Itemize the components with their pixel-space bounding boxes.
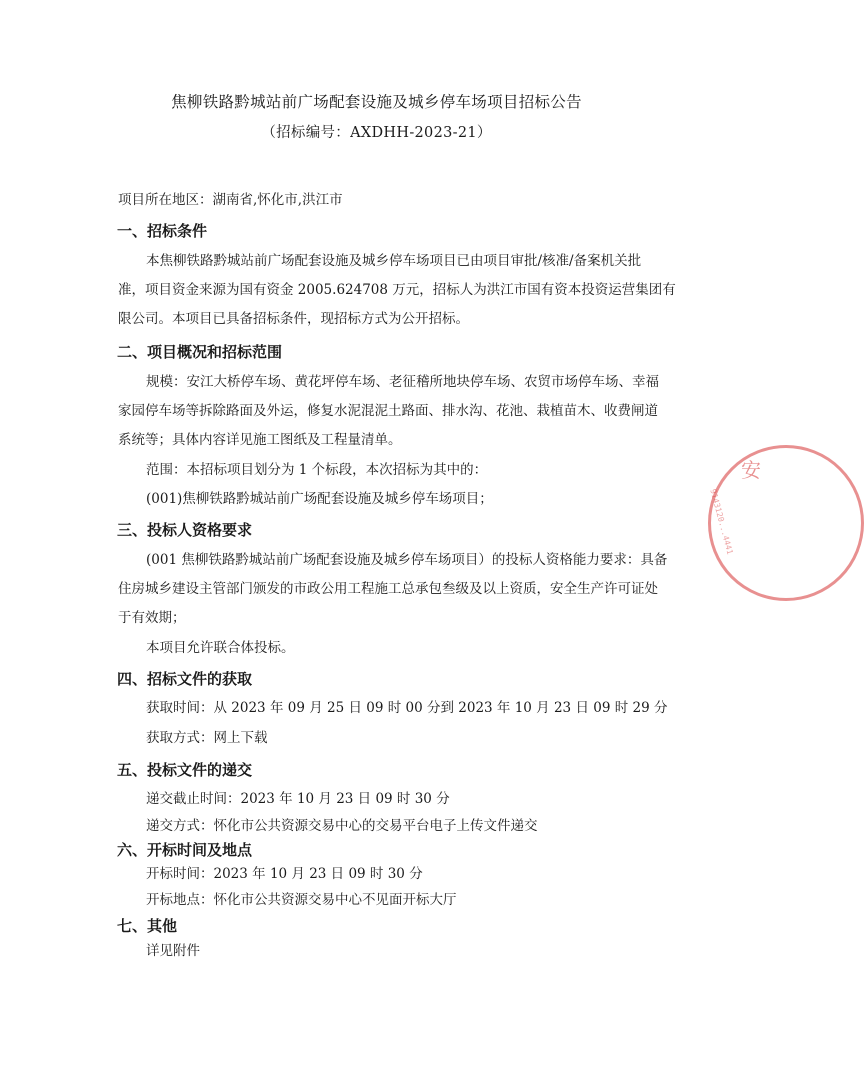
paragraph-line: 规模：安江大桥停车场、黄花坪停车场、老征稽所地块停车场、农贸市场停车场、幸福 <box>146 374 659 390</box>
section-heading-bid-conditions: 一、招标条件 <box>117 222 208 240</box>
paragraph-line: 范围：本招标项目划分为 1 个标段，本次招标为其中的： <box>146 462 488 478</box>
paragraph-line: 获取时间：从 2023 年 09 月 25 日 09 时 00 分到 2023 年 10 月 23 日 09 时 29 分 <box>146 700 668 716</box>
section-heading-overview: 二、项目概况和招标范围 <box>117 343 283 361</box>
paragraph-line: 详见附件 <box>146 943 200 959</box>
section-heading-submission: 五、投标文件的递交 <box>117 761 253 779</box>
paragraph-line: 开标地点：怀化市公共资源交易中心不见面开标大厅 <box>146 892 457 908</box>
section-heading-qualifications: 三、投标人资格要求 <box>117 521 253 539</box>
seal-code: 9143120...4441 <box>708 488 735 556</box>
company-seal <box>708 445 864 601</box>
paragraph-line: (001 焦柳铁路黔城站前广场配套设施及城乡停车场项目）的投标人资格能力要求：具备 <box>146 552 668 568</box>
paragraph-line: 准，项目资金来源为国有资金 2005.624708 万元，招标人为洪江市国有资本投资运营集团有 <box>118 282 676 298</box>
paragraph-line: 住房城乡建设主管部门颁发的市政公用工程施工总承包叁级及以上资质，安全生产许可证处 <box>118 581 658 597</box>
paragraph-line: 限公司。本项目已具备招标条件，现招标方式为公开招标。 <box>118 311 469 327</box>
paragraph-line: 系统等；具体内容详见施工图纸及工程量清单。 <box>118 432 402 448</box>
paragraph-line: 家园停车场等拆除路面及外运，修复水泥混泥土路面、排水沟、花池、栽植苗木、收费闸道 <box>118 403 658 419</box>
project-location: 项目所在地区：湖南省,怀化市,洪江市 <box>118 192 343 208</box>
bid-number: （招标编号：AXDHH-2023-21） <box>261 125 492 141</box>
paragraph-line: 本焦柳铁路黔城站前广场配套设施及城乡停车场项目已由项目审批/核准/备案机关批 <box>146 253 642 269</box>
section-heading-opening: 六、开标时间及地点 <box>117 841 253 859</box>
section-heading-obtain-documents: 四、招标文件的获取 <box>117 670 253 688</box>
paragraph-line: 递交截止时间：2023 年 10 月 23 日 09 时 30 分 <box>146 791 450 807</box>
paragraph-line: 获取方式：网上下载 <box>146 730 268 746</box>
paragraph-line: 递交方式：怀化市公共资源交易中心的交易平台电子上传文件递交 <box>146 818 538 834</box>
paragraph-line: 本项目允许联合体投标。 <box>146 640 295 656</box>
paragraph-line: 开标时间：2023 年 10 月 23 日 09 时 30 分 <box>146 866 423 882</box>
seal-text: 安 <box>741 458 761 482</box>
paragraph-line: 于有效期； <box>118 610 186 626</box>
section-heading-other: 七、其他 <box>117 917 178 935</box>
document-title: 焦柳铁路黔城站前广场配套设施及城乡停车场项目招标公告 <box>171 93 582 111</box>
paragraph-line: (001)焦柳铁路黔城站前广场配套设施及城乡停车场项目； <box>146 491 493 507</box>
